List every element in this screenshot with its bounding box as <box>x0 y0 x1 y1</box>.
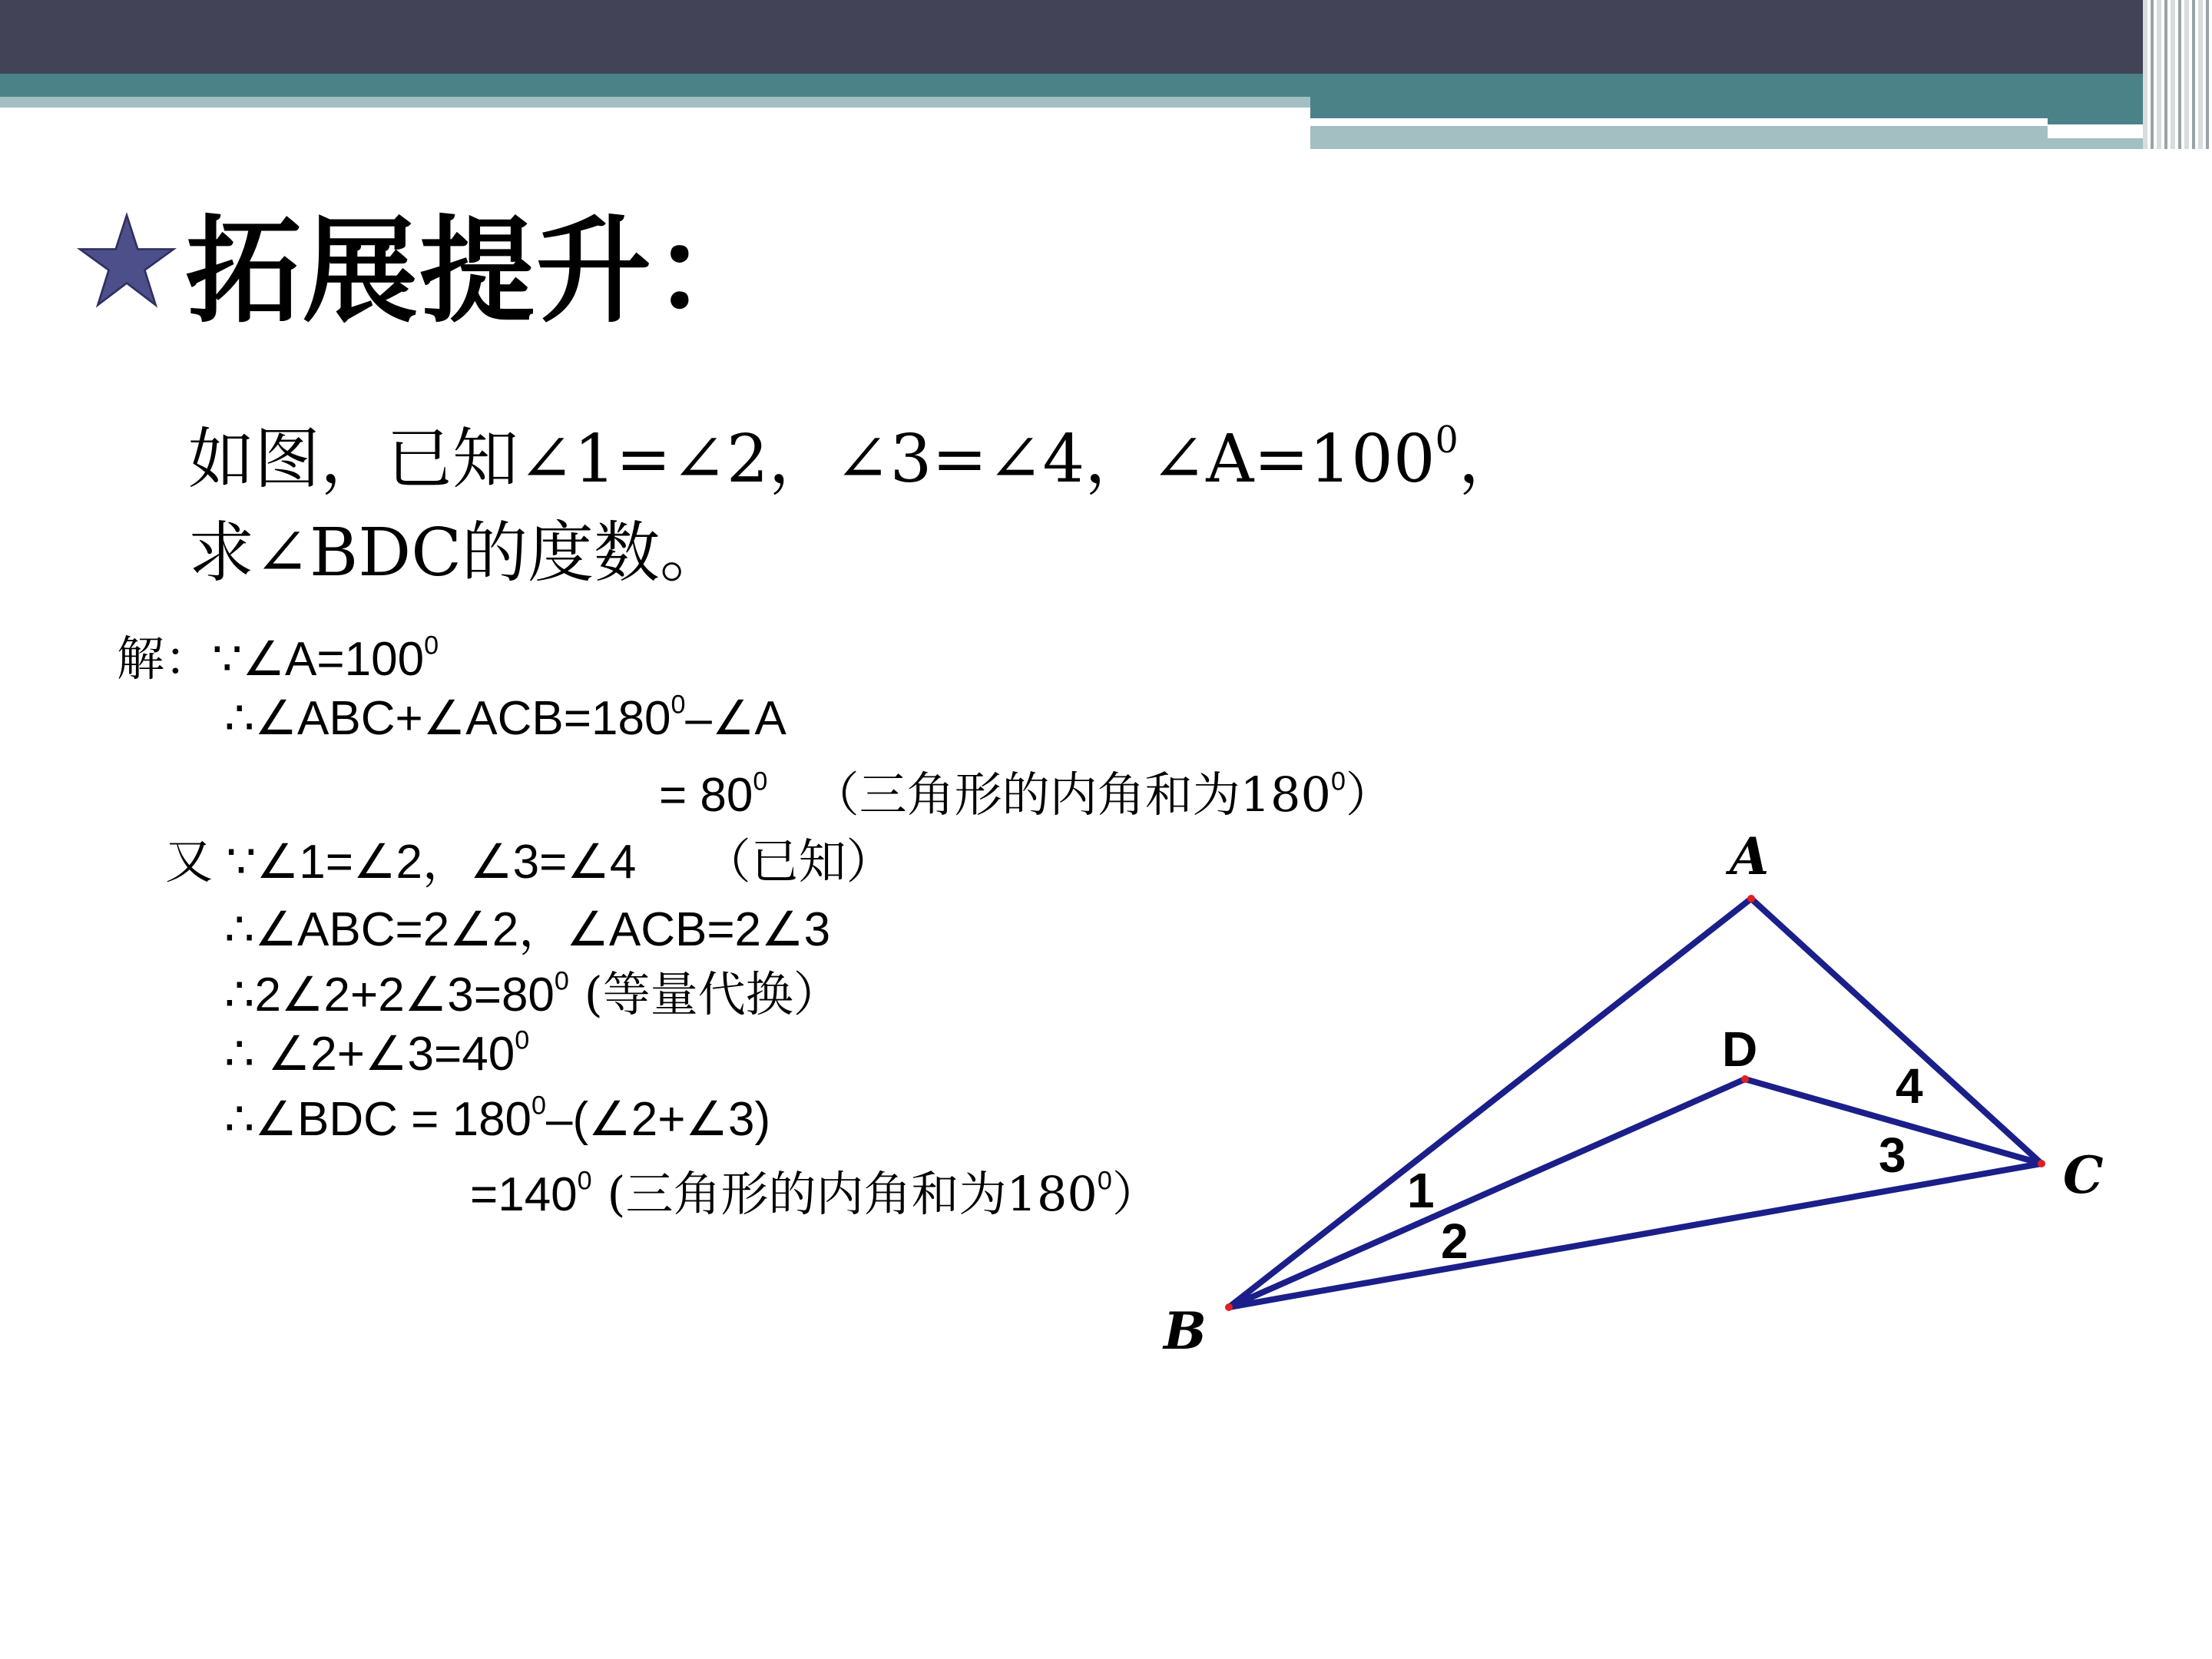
label-angle-1: 1 <box>1407 1163 1435 1218</box>
problem-line-2: 求∠BDC的度数。 <box>188 515 727 591</box>
point-c <box>2038 1160 2045 1167</box>
label-d: D <box>1722 1022 1758 1077</box>
solution-line-3: = $80^0$ （三角形的内角和为$180^0$） <box>659 767 1393 823</box>
solution-line-1: 解：$\because\angle A=100^0$ <box>117 631 439 687</box>
solution-line-2: $\therefore\angle ABC+\angle ACB=180^0-\angle A$ <box>224 690 786 745</box>
solution-line-8: ∴∠BDC = $180^0-(\angle 2+\angle 3)$ <box>224 1091 771 1146</box>
solution-line-4: 又 ∵∠1=∠2，∠3=∠4 （已知） <box>165 833 894 889</box>
label-b: B <box>1164 1301 1207 1361</box>
point-b <box>1225 1303 1233 1311</box>
solution-line-5: ∴∠ABC=2∠2，∠ACB=2∠3 <box>224 903 831 956</box>
label-angle-2: 2 <box>1441 1214 1469 1269</box>
slide-title: 拓展提升： <box>186 204 770 339</box>
label-a: A <box>1730 826 1770 886</box>
solution-line-6: $\therefore 2\angle 2+2\angle 3=80^0$ (等量代换） <box>224 966 841 1022</box>
label-angle-4: 4 <box>1896 1058 1923 1114</box>
segment-bd <box>1229 1079 1745 1307</box>
problem-line-1: 如图，已知∠1=∠2，∠3=∠4，$\angle A=100^0$， <box>188 419 1525 498</box>
segment-ab <box>1229 899 1751 1307</box>
solution-line-9: $=140^0$ (三角形的内角和为$180^0$） <box>470 1166 1160 1222</box>
point-a <box>1747 895 1755 902</box>
label-c: C <box>2063 1145 2104 1205</box>
label-angle-3: 3 <box>1879 1128 1906 1183</box>
solution-line-7: ∴ $\angle 2+\angle 3=40^0$ <box>224 1025 530 1081</box>
segment-bc <box>1229 1164 2041 1307</box>
